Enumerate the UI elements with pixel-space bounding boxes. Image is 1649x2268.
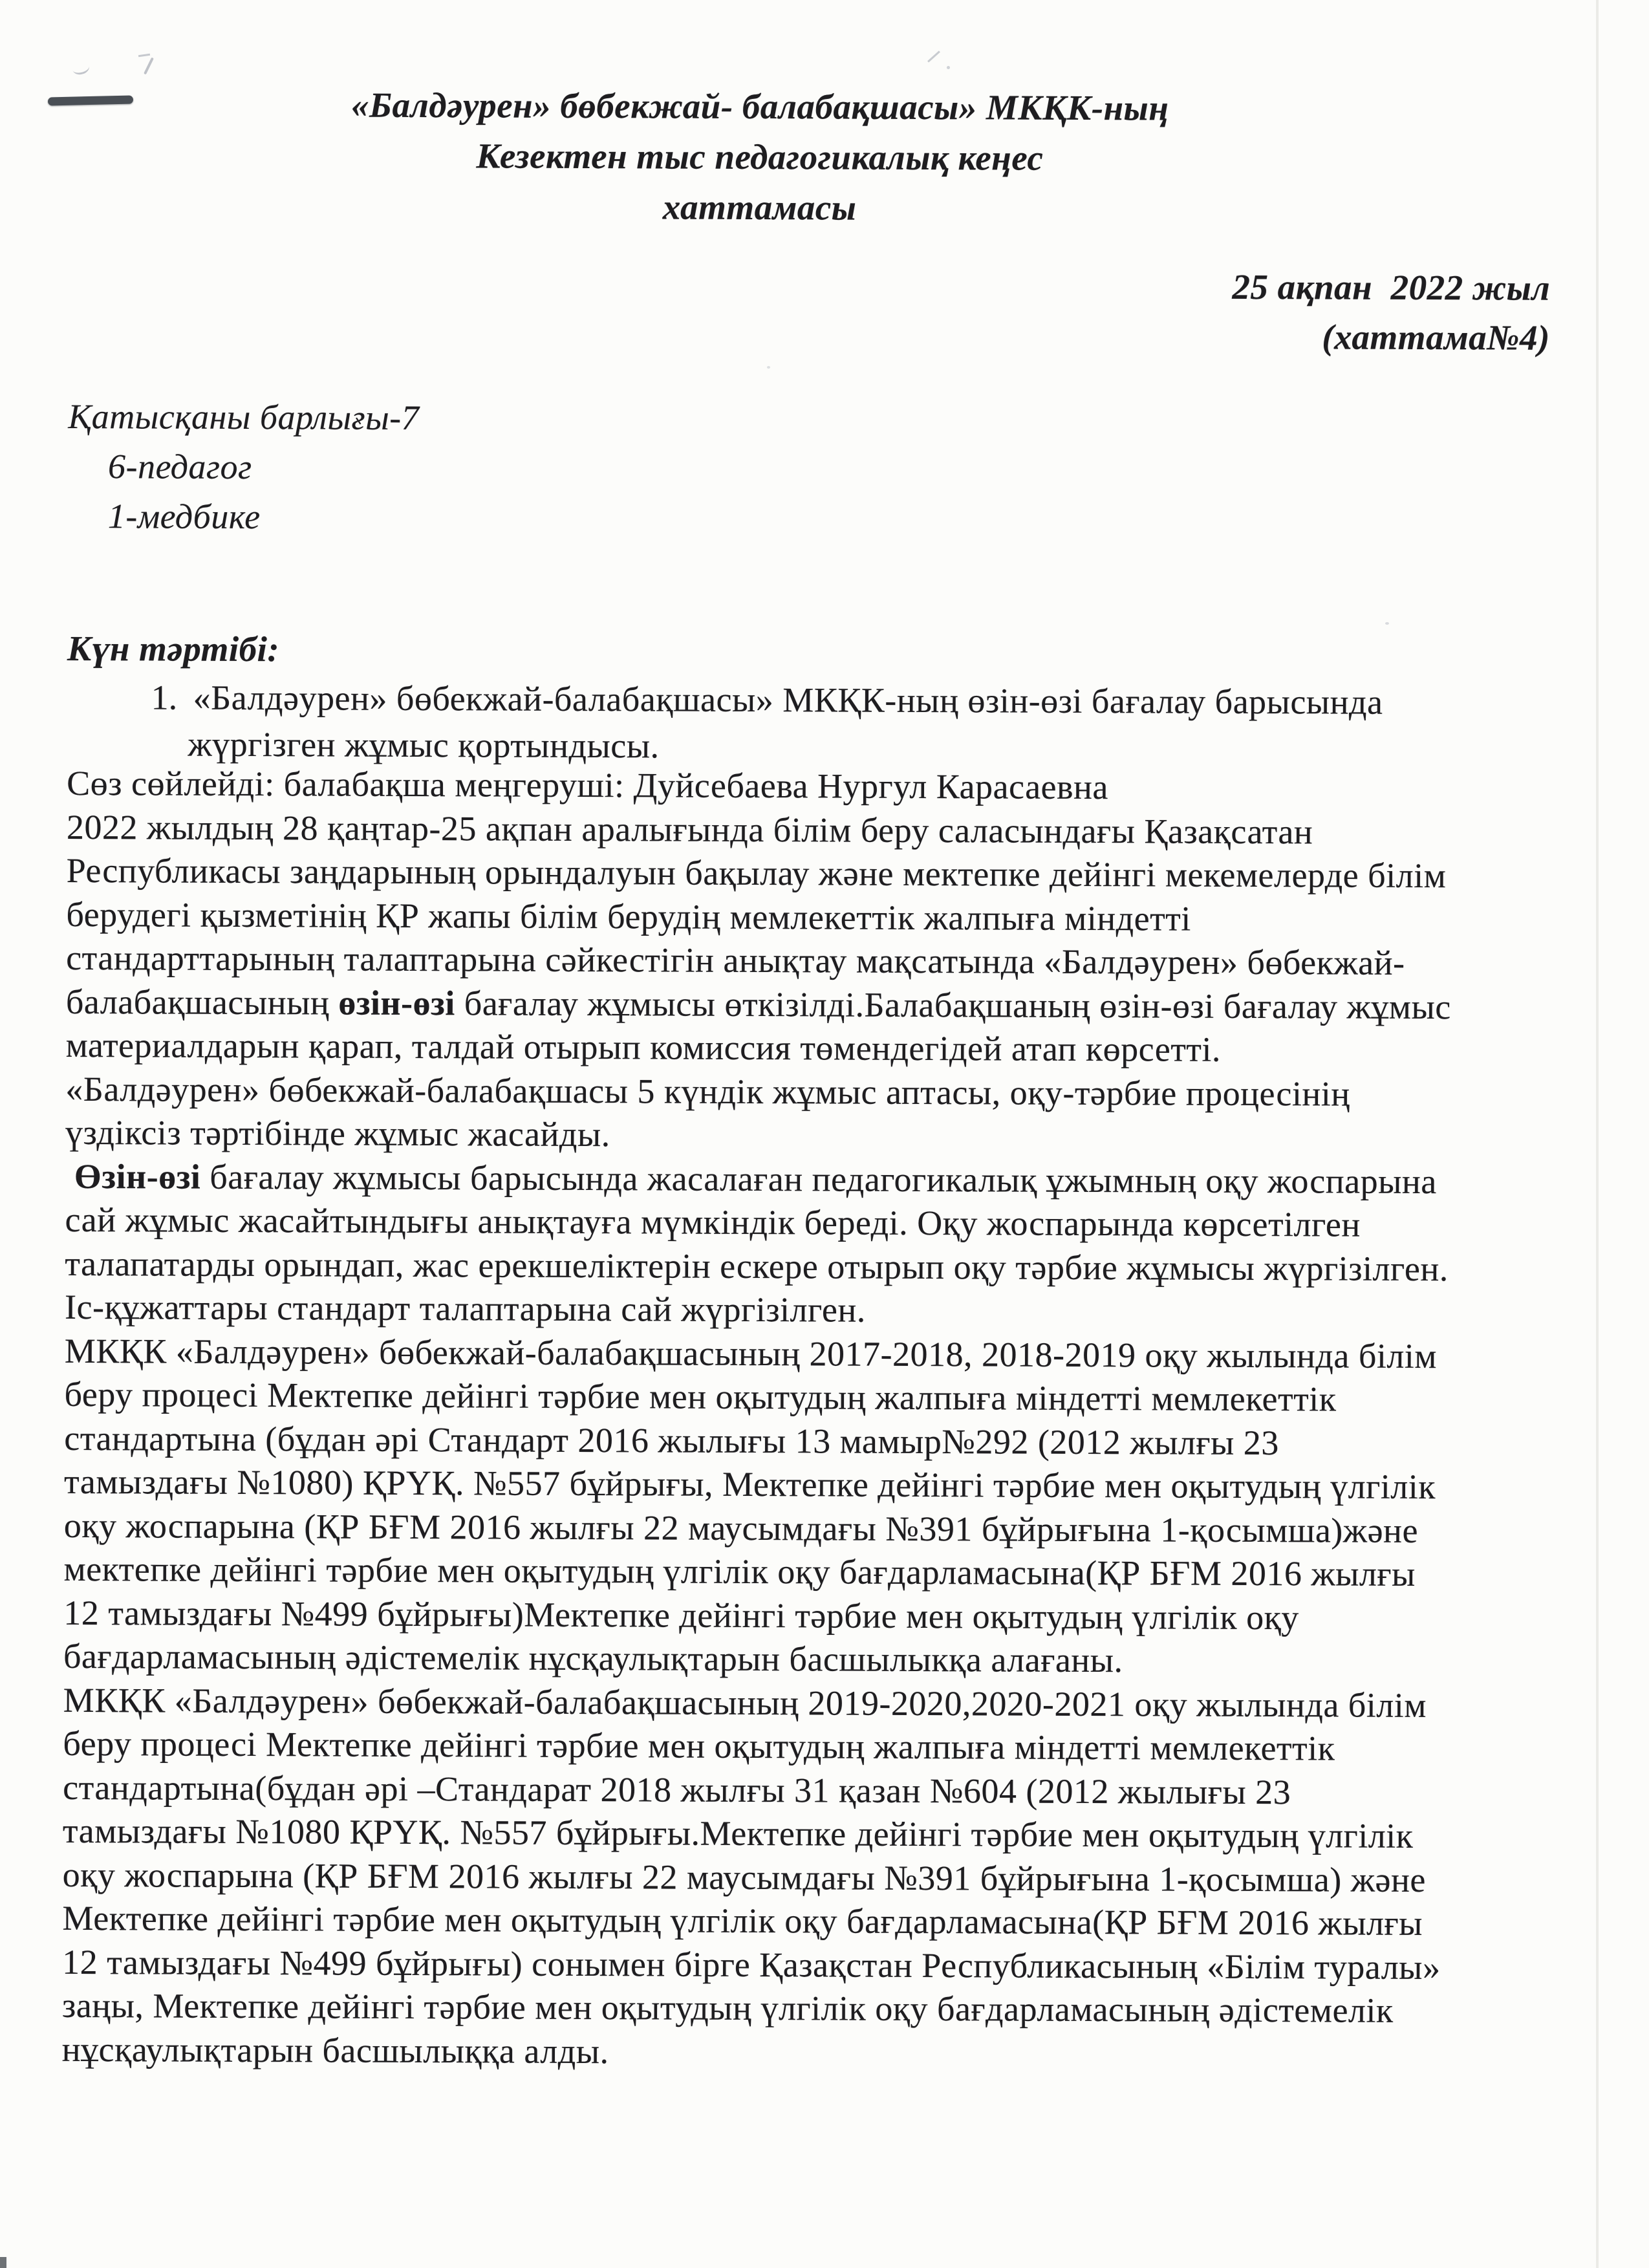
body-line: берудегі қызметінің ҚР жапы білім берудің мемлекеттік жалпыға міндетті (66, 894, 1191, 938)
body-line: сай жұмыс жасайтындығы анықтауға мүмкіндік береді. Оқу жоспарында көрсетілген (65, 1200, 1361, 1244)
body-line: тамыздағы №1080) ҚРҮҚ. №557 бұйрығы, Мектепке дейінгі тәрбие мен оқытудың үлгілік (63, 1462, 1436, 1507)
body-line: Сөз сөйлейді: балабақша меңгеруші: Дуйсебаева Нургул Карасаевна (67, 763, 1109, 807)
attendance-line: 1-медбике (107, 497, 261, 537)
body-line: материалдарын қарап, талдай отырып комиссия төмендегідей атап көрсетті. (65, 1025, 1222, 1069)
body-line: МКҚК «Балдәурен» бөбекжай-балабақшасының 2017-2018, 2018-2019 оқу жылында білім (64, 1331, 1438, 1376)
body-line: оқу жоспарына (ҚР БҒМ 2016 жылғы 22 маусымдағы №391 бұйрығына 1-қосымша) және (62, 1855, 1427, 1899)
body-line: Республикасы заңдарының орындалуын бақылау және мектепке дейінгі мекемелерде білім (66, 850, 1447, 896)
paper-edge-shadow (1596, 0, 1599, 2268)
body-line: стандартына(бұдан әрі –Стандарат 2018 жылғы 31 қазан №604 (2012 жылығы 23 (63, 1767, 1291, 1811)
document-body (62, 762, 1452, 2077)
attendance-line: 6-педагог (107, 447, 252, 487)
date-line: 25 ақпан 2022 жыл (1232, 266, 1551, 308)
document-date (1232, 262, 1550, 363)
body-line: оқу жоспарына (ҚР БҒМ 2016 жылғы 22 маусымдағы №391 бұйрығына 1-қосымша)және (63, 1506, 1419, 1550)
scan-speck (767, 366, 770, 369)
agenda-item-number: 1. (151, 678, 178, 717)
body-line: стандарттарының талаптарына сәйкестігін анықтау мақсатында «Балдәурен» бөбекжай- (66, 938, 1405, 982)
agenda-heading: Күн тәртібі: (67, 628, 280, 669)
attendance-block (68, 392, 420, 543)
body-line: талапатарды орындап, жас ерекшеліктерін ескере отырып оқу тәрбие жұмысы жүргізілген. (65, 1244, 1449, 1288)
body-line: Мектепке дейінгі тәрбие мен оқытудың үлгілік оқу бағдарламасына(ҚР БҒМ 2016 жылғы (62, 1898, 1423, 1943)
body-line: Іс-құжаттары стандарт талаптарына сай жүргізілген. (64, 1287, 866, 1330)
date-line: (хаттама№4) (1322, 317, 1550, 358)
agenda-item (188, 675, 1383, 772)
body-line: заңы, Мектепке дейінгі тәрбие мен оқытудың үлгілік оқу бағдарламасының әдістемелік (61, 1985, 1394, 2030)
body-line: бағдарламасының әдістемелік нұсқаулықтарын басшылыкқа алағаны. (63, 1636, 1123, 1680)
body-line: тамыздағы №1080 ҚРҮҚ. №557 бұйрығы.Мектепке дейінгі тәрбие мен оқытудың үлгілік (62, 1811, 1414, 1855)
title-line: «Балдәурен» бөбекжай- балабақшасы» МКҚК-ның (350, 85, 1169, 128)
scan-dot-mark (947, 66, 950, 69)
body-line: 2022 жылдың 28 қаңтар-25 ақпан аралығында білім беру саласындағы Қазақсатан (66, 807, 1313, 851)
body-line: мектепке дейінгі тәрбие мен оқытудың үлгілік оқу бағдарламасына(ҚР БҒМ 2016 жылғы (63, 1549, 1416, 1593)
body-line: үздіксіз тәртібінде жұмыс жасайды. (65, 1112, 610, 1154)
title-line: Кезектен тыс педагогикалық кеңес (476, 136, 1044, 178)
body-line: стандартына (бұдан әрі Стандарт 2016 жылығы 13 мамыр№292 (2012 жылғы 23 (64, 1418, 1279, 1462)
attendance-line: Қатысқаны барлығы-7 (68, 396, 420, 438)
body-line: 12 тамыздағы №499 бұйрығы) сонымен бірге Қазақстан Республикасының «Білім туралы» (62, 1942, 1441, 1987)
scan-corner-mark (0, 2257, 6, 2268)
document-title (0, 79, 1520, 236)
agenda-line: «Балдәурен» бөбекжай-балабақшасы» МКҚК-ның өзін-өзі бағалау барысында (193, 678, 1383, 722)
body-line: «Балдәурен» бөбекжай-балабақшасы 5 күндік жұмыс аптасы, оқу-тәрбие процесінің (65, 1069, 1350, 1114)
scan-speck (1385, 622, 1389, 625)
body-line: Өзін-өзі бағалау жұмысы барысында жасалаған педагогикалық ұжымның оқу жоспарына (74, 1156, 1437, 1201)
body-line: балабақшасының өзін-өзі бағалау жұмысы өткізілді.Балабақшаның өзін-өзі бағалау жұмыс (65, 982, 1451, 1026)
title-line: хаттамасы (662, 187, 857, 228)
body-line: МКҚК «Балдәурен» бөбекжай-балабақшасының 2019-2020,2020-2021 оқу жылында білім (63, 1680, 1427, 1725)
body-line: 12 тамыздағы №499 бұйрығы)Мектепке дейінгі тәрбие мен оқытудың үлгілік оқу (63, 1593, 1300, 1637)
body-line: беру процесі Мектепке дейінгі тәрбие мен оқытудың жалпыға міндетті мемлекеттік (63, 1723, 1335, 1768)
body-line: беру процесі Мектепке дейінгі тәрбие мен оқытудың жалпыға міндетті мемлекеттік (64, 1374, 1337, 1419)
agenda-line: жүргізген жұмыс қортындысы. (188, 724, 660, 766)
body-line: нұсқаулықтарын басшылыққа алды. (61, 2029, 609, 2071)
